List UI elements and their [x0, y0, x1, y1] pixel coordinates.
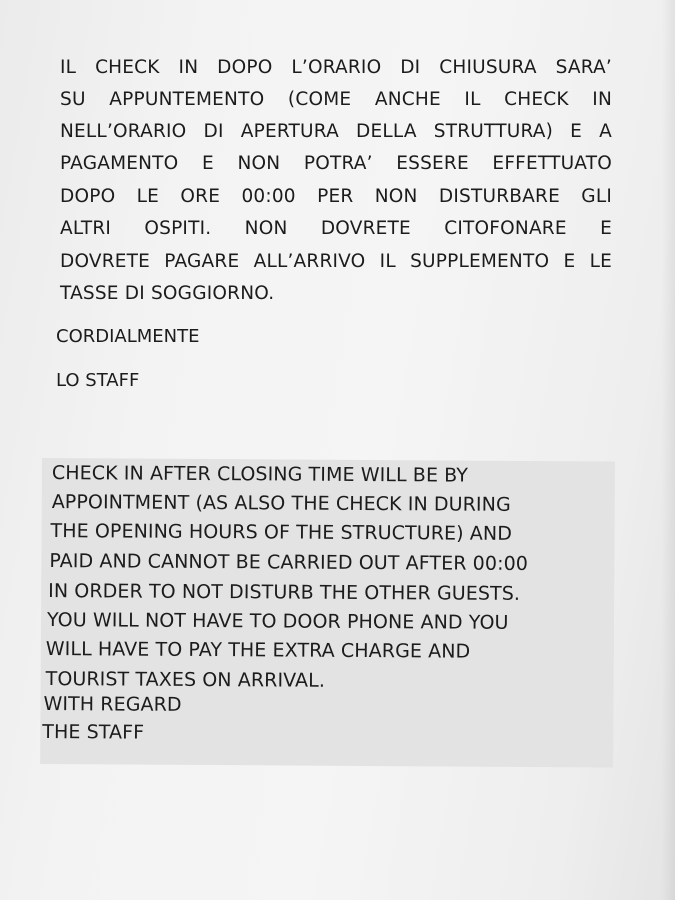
italian-line-3: NELL’ORARIO DI APERTURA DELLA STRUTTURA) E A: [60, 121, 612, 142]
italian-line-7: DOVRETE PAGARE ALL’ARRIVO IL SUPPLEMENTO E LE: [60, 251, 612, 272]
english-closing: WITH REGARD: [43, 693, 182, 716]
italian-line-5: DOPO LE ORE 00:00 PER NON DISTURBARE GLI: [60, 186, 612, 207]
italian-line-8: TASSE DI SOGGIORNO.: [60, 283, 275, 304]
english-signature: THE STAFF: [42, 721, 145, 744]
english-line-3: THE OPENING HOURS OF THE STRUCTURE) AND: [50, 520, 513, 545]
english-line-5: IN ORDER TO NOT DISTURB THE OTHER GUESTS.: [48, 580, 521, 605]
english-line-6: YOU WILL NOT HAVE TO DOOR PHONE AND YOU: [46, 609, 509, 634]
italian-line-6: ALTRI OSPITI. NON DOVRETE CITOFONARE E: [60, 218, 612, 239]
italian-signature: LO STAFF: [56, 370, 140, 391]
italian-line-2: SU APPUNTEMENTO (COME ANCHE IL CHECK IN: [60, 89, 612, 110]
english-line-7: WILL HAVE TO PAY THE EXTRA CHARGE AND: [45, 638, 471, 663]
english-notice-box: [40, 458, 615, 767]
italian-closing: CORDIALMENTE: [56, 326, 200, 347]
italian-line-4: PAGAMENTO E NON POTRA’ ESSERE EFFETTUATO: [60, 153, 612, 174]
paper-edge-shadow: [661, 0, 675, 900]
english-line-2: APPOINTMENT (AS ALSO THE CHECK IN DURING: [51, 491, 511, 516]
english-line-4: PAID AND CANNOT BE CARRIED OUT AFTER 00:00: [49, 550, 529, 575]
italian-line-1: IL CHECK IN DOPO L’ORARIO DI CHIUSURA SARA’: [60, 57, 612, 78]
english-line-1: CHECK IN AFTER CLOSING TIME WILL BE BY: [51, 462, 469, 487]
english-line-8: TOURIST TAXES ON ARRIVAL.: [45, 668, 326, 692]
